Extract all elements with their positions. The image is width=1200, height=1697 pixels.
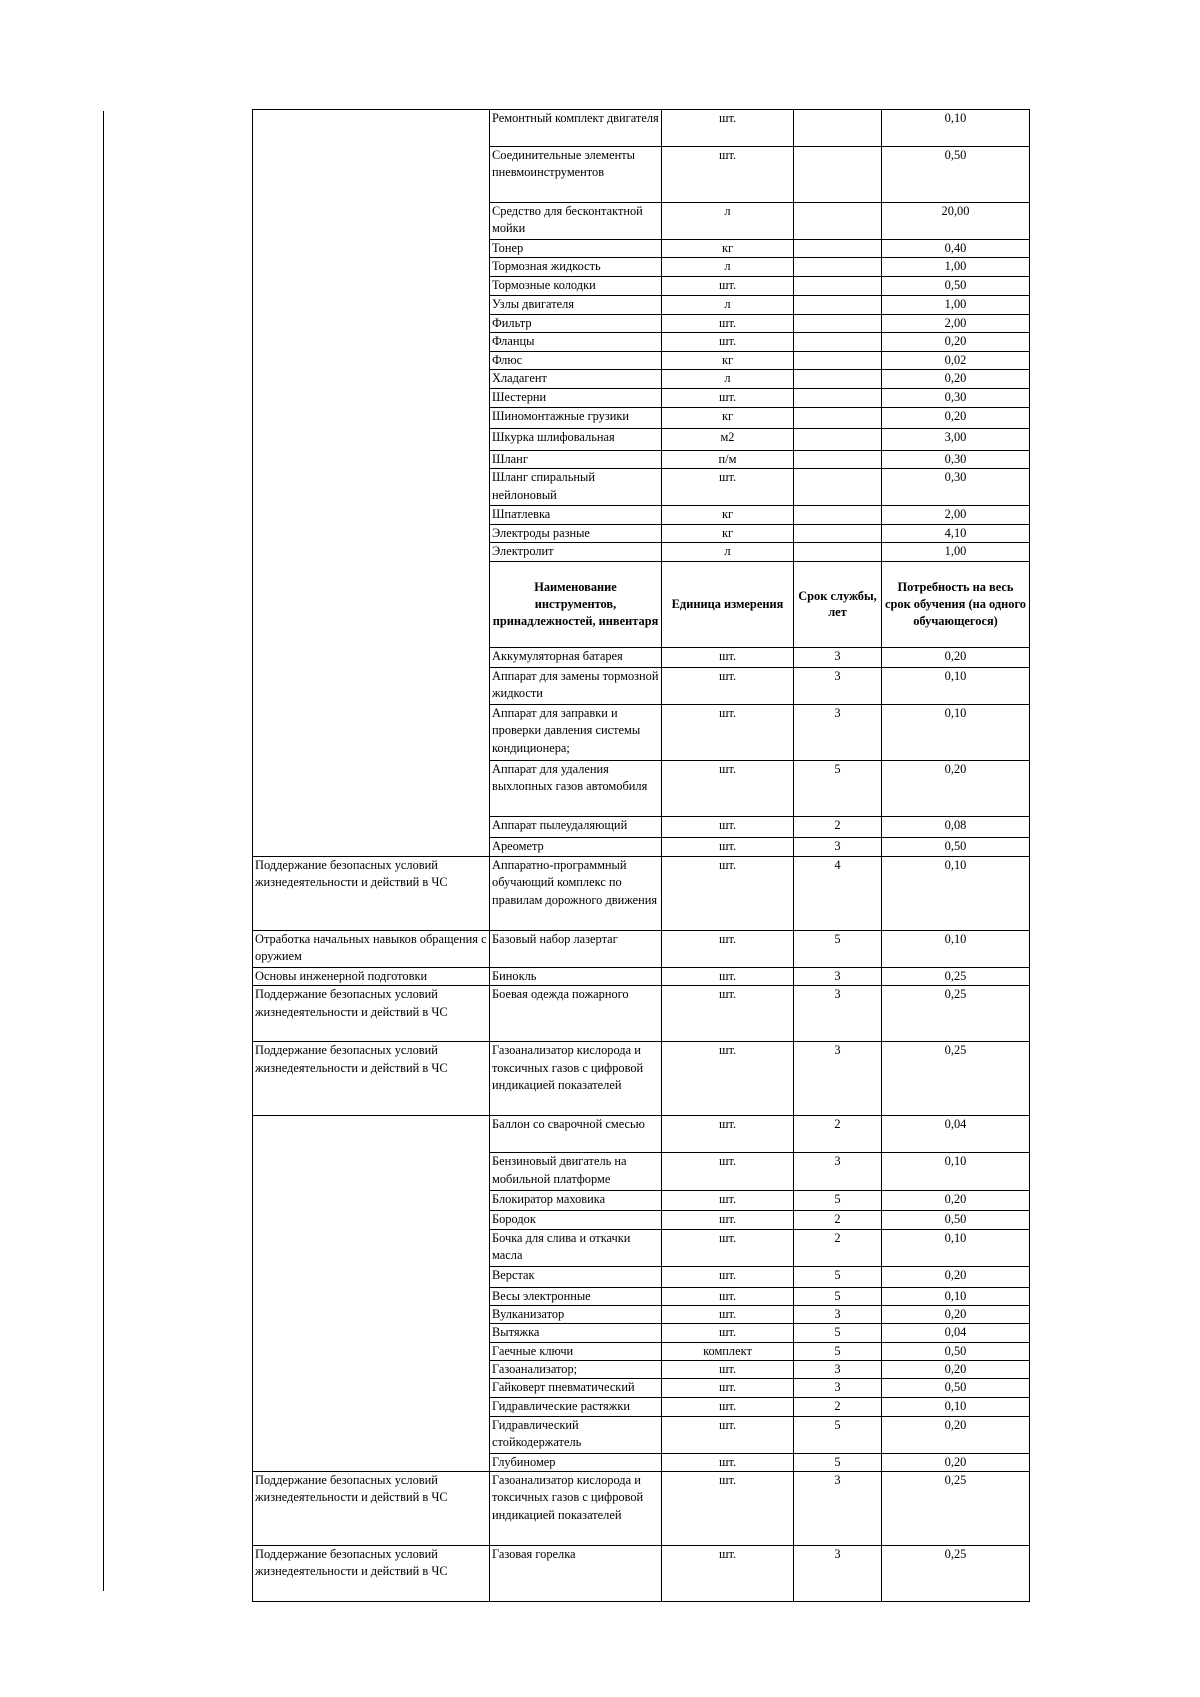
item-unit: шт. bbox=[662, 1453, 794, 1471]
item-need: 0,50 bbox=[882, 837, 1030, 856]
item-name: Шланг спиральный нейлоновый bbox=[490, 469, 662, 506]
item-need: 0,20 bbox=[882, 647, 1030, 667]
item-need: 0,20 bbox=[882, 1416, 1030, 1453]
item-unit: л bbox=[662, 203, 794, 240]
item-term: 5 bbox=[794, 1266, 882, 1287]
item-unit: кг bbox=[662, 352, 794, 370]
item-name: Соединительные элементы пневмоинструментов bbox=[490, 147, 662, 203]
col-header-name: Наименование инструментов, принадлежностей, инвентаря bbox=[490, 561, 662, 647]
item-term bbox=[794, 450, 882, 468]
item-need: 1,00 bbox=[882, 258, 1030, 277]
item-name: Верстак bbox=[490, 1266, 662, 1287]
item-unit: шт. bbox=[662, 967, 794, 985]
section-cell: Поддержание безопасных условий жизнедеятельности и действий в ЧС bbox=[253, 1472, 490, 1546]
item-need: 0,50 bbox=[882, 1379, 1030, 1398]
item-term bbox=[794, 370, 882, 389]
item-need: 0,04 bbox=[882, 1324, 1030, 1342]
item-unit: шт. bbox=[662, 1153, 794, 1191]
item-term bbox=[794, 428, 882, 450]
table-row bbox=[253, 1546, 1030, 1602]
item-term bbox=[794, 147, 882, 203]
item-need: 0,25 bbox=[882, 967, 1030, 985]
item-unit: шт. bbox=[662, 1042, 794, 1116]
item-unit: шт. bbox=[662, 1416, 794, 1453]
item-unit: шт. bbox=[662, 837, 794, 856]
table-row bbox=[253, 856, 1030, 930]
item-name: Ареометр bbox=[490, 837, 662, 856]
item-unit: шт. bbox=[662, 110, 794, 147]
item-unit: л bbox=[662, 370, 794, 389]
table-row bbox=[253, 1042, 1030, 1116]
item-term: 3 bbox=[794, 1546, 882, 1602]
item-unit: шт. bbox=[662, 1398, 794, 1416]
item-need: 0,20 bbox=[882, 1305, 1030, 1323]
item-name: Флюс bbox=[490, 352, 662, 370]
item-name: Бородок bbox=[490, 1211, 662, 1229]
item-name: Базовый набор лазертаг bbox=[490, 930, 662, 967]
item-term: 3 bbox=[794, 986, 882, 1042]
item-unit: шт. bbox=[662, 469, 794, 506]
item-unit: шт. bbox=[662, 760, 794, 816]
item-term bbox=[794, 506, 882, 524]
item-unit: шт. bbox=[662, 667, 794, 704]
item-term bbox=[794, 542, 882, 561]
item-term: 2 bbox=[794, 1229, 882, 1266]
item-need: 0,30 bbox=[882, 389, 1030, 407]
item-unit: кг bbox=[662, 524, 794, 542]
item-name: Баллон со сварочной смесью bbox=[490, 1116, 662, 1153]
item-unit: шт. bbox=[662, 704, 794, 760]
section-cell-empty bbox=[253, 1116, 490, 1472]
item-unit: шт. bbox=[662, 147, 794, 203]
item-need: 0,25 bbox=[882, 1472, 1030, 1546]
item-unit: шт. bbox=[662, 314, 794, 332]
item-name: Тонер bbox=[490, 240, 662, 258]
equipment-table bbox=[252, 109, 1030, 1602]
item-need: 0,30 bbox=[882, 469, 1030, 506]
table-row bbox=[253, 110, 1030, 147]
item-need: 0,02 bbox=[882, 352, 1030, 370]
item-unit: шт. bbox=[662, 1472, 794, 1546]
item-name: Ремонтный комплект двигателя bbox=[490, 110, 662, 147]
item-need: 0,50 bbox=[882, 147, 1030, 203]
item-name: Гидравлические растяжки bbox=[490, 1398, 662, 1416]
item-term: 5 bbox=[794, 760, 882, 816]
item-unit: п/м bbox=[662, 450, 794, 468]
item-unit: шт. bbox=[662, 389, 794, 407]
item-name: Аппарат для удаления выхлопных газов автомобиля bbox=[490, 760, 662, 816]
item-need: 2,00 bbox=[882, 314, 1030, 332]
item-name: Фильтр bbox=[490, 314, 662, 332]
item-term bbox=[794, 240, 882, 258]
item-need: 0,25 bbox=[882, 986, 1030, 1042]
table-row bbox=[253, 1116, 1030, 1153]
item-term: 3 bbox=[794, 704, 882, 760]
item-need: 0,20 bbox=[882, 1453, 1030, 1471]
item-term bbox=[794, 407, 882, 428]
item-need: 0,25 bbox=[882, 1546, 1030, 1602]
item-need: 0,10 bbox=[882, 110, 1030, 147]
item-term: 3 bbox=[794, 837, 882, 856]
item-name: Вулканизатор bbox=[490, 1305, 662, 1323]
item-term bbox=[794, 352, 882, 370]
item-name: Газоанализатор кислорода и токсичных газов с цифровой индикацией показателей bbox=[490, 1042, 662, 1116]
item-name: Бензиновый двигатель на мобильной платформе bbox=[490, 1153, 662, 1191]
item-term bbox=[794, 314, 882, 332]
item-need: 0,20 bbox=[882, 370, 1030, 389]
item-need: 0,20 bbox=[882, 333, 1030, 352]
item-need: 0,10 bbox=[882, 856, 1030, 930]
item-need: 0,25 bbox=[882, 1042, 1030, 1116]
item-unit: шт. bbox=[662, 1305, 794, 1323]
item-term: 2 bbox=[794, 1116, 882, 1153]
item-need: 0,20 bbox=[882, 760, 1030, 816]
item-unit: шт. bbox=[662, 1116, 794, 1153]
item-name: Весы электронные bbox=[490, 1287, 662, 1305]
item-name: Гидравлический стойкодержатель bbox=[490, 1416, 662, 1453]
item-unit: шт. bbox=[662, 986, 794, 1042]
item-term: 5 bbox=[794, 930, 882, 967]
item-need: 0,08 bbox=[882, 816, 1030, 837]
item-term: 4 bbox=[794, 856, 882, 930]
item-unit: шт. bbox=[662, 1287, 794, 1305]
item-name: Шпатлевка bbox=[490, 506, 662, 524]
item-name: Бинокль bbox=[490, 967, 662, 985]
item-need: 0,30 bbox=[882, 450, 1030, 468]
item-need: 0,20 bbox=[882, 1266, 1030, 1287]
item-name: Шланг bbox=[490, 450, 662, 468]
item-need: 0,40 bbox=[882, 240, 1030, 258]
section-cell: Поддержание безопасных условий жизнедеятельности и действий в ЧС bbox=[253, 856, 490, 930]
item-term bbox=[794, 203, 882, 240]
item-name: Шкурка шлифовальная bbox=[490, 428, 662, 450]
item-term: 3 bbox=[794, 667, 882, 704]
item-name: Газовая горелка bbox=[490, 1546, 662, 1602]
item-unit: шт. bbox=[662, 277, 794, 295]
item-name: Шестерни bbox=[490, 389, 662, 407]
item-need: 0,10 bbox=[882, 1398, 1030, 1416]
table-row bbox=[253, 930, 1030, 967]
item-name: Аккумуляторная батарея bbox=[490, 647, 662, 667]
item-term: 2 bbox=[794, 1398, 882, 1416]
item-unit: шт. bbox=[662, 1546, 794, 1602]
item-need: 1,00 bbox=[882, 542, 1030, 561]
item-term bbox=[794, 389, 882, 407]
item-term bbox=[794, 469, 882, 506]
item-name: Газоанализатор кислорода и токсичных газов с цифровой индикацией показателей bbox=[490, 1472, 662, 1546]
section-cell: Поддержание безопасных условий жизнедеятельности и действий в ЧС bbox=[253, 1546, 490, 1602]
item-term: 3 bbox=[794, 1472, 882, 1546]
item-name: Боевая одежда пожарного bbox=[490, 986, 662, 1042]
item-term bbox=[794, 524, 882, 542]
item-need: 0,10 bbox=[882, 667, 1030, 704]
item-name: Аппарат для заправки и проверки давления системы кондиционера; bbox=[490, 704, 662, 760]
table-row bbox=[253, 986, 1030, 1042]
item-name: Средство для бесконтактной мойки bbox=[490, 203, 662, 240]
section-cell: Поддержание безопасных условий жизнедеятельности и действий в ЧС bbox=[253, 986, 490, 1042]
item-name: Бочка для слива и откачки масла bbox=[490, 1229, 662, 1266]
item-need: 0,50 bbox=[882, 1342, 1030, 1360]
item-need: 0,10 bbox=[882, 704, 1030, 760]
section-cell: Поддержание безопасных условий жизнедеятельности и действий в ЧС bbox=[253, 1042, 490, 1116]
item-unit: шт. bbox=[662, 333, 794, 352]
item-name: Глубиномер bbox=[490, 1453, 662, 1471]
item-term: 3 bbox=[794, 1379, 882, 1398]
item-unit: шт. bbox=[662, 1211, 794, 1229]
item-unit: кг bbox=[662, 506, 794, 524]
item-name: Гайковерт пневматический bbox=[490, 1379, 662, 1398]
item-need: 4,10 bbox=[882, 524, 1030, 542]
item-unit: шт. bbox=[662, 1361, 794, 1379]
left-margin-rule bbox=[103, 111, 104, 1591]
item-unit: шт. bbox=[662, 816, 794, 837]
item-need: 0,04 bbox=[882, 1116, 1030, 1153]
item-unit: л bbox=[662, 258, 794, 277]
item-term: 3 bbox=[794, 1042, 882, 1116]
item-name: Электролит bbox=[490, 542, 662, 561]
item-unit: л bbox=[662, 542, 794, 561]
item-need: 0,20 bbox=[882, 1361, 1030, 1379]
item-need: 0,10 bbox=[882, 1153, 1030, 1191]
item-unit: кг bbox=[662, 240, 794, 258]
item-name: Тормозная жидкость bbox=[490, 258, 662, 277]
item-term: 5 bbox=[794, 1287, 882, 1305]
item-term: 2 bbox=[794, 1211, 882, 1229]
item-term: 3 bbox=[794, 1153, 882, 1191]
item-unit: шт. bbox=[662, 647, 794, 667]
item-need: 0,50 bbox=[882, 277, 1030, 295]
item-name: Электроды разные bbox=[490, 524, 662, 542]
item-need: 0,20 bbox=[882, 1191, 1030, 1211]
item-term bbox=[794, 333, 882, 352]
item-term: 5 bbox=[794, 1453, 882, 1471]
item-need: 0,10 bbox=[882, 930, 1030, 967]
item-need: 2,00 bbox=[882, 506, 1030, 524]
item-term: 5 bbox=[794, 1191, 882, 1211]
item-need: 20,00 bbox=[882, 203, 1030, 240]
item-term: 3 bbox=[794, 1361, 882, 1379]
item-term: 2 bbox=[794, 816, 882, 837]
col-header-unit: Единица измерения bbox=[662, 561, 794, 647]
item-need: 0,10 bbox=[882, 1287, 1030, 1305]
item-unit: шт. bbox=[662, 1324, 794, 1342]
item-term: 5 bbox=[794, 1324, 882, 1342]
item-name: Аппарат пылеудаляющий bbox=[490, 816, 662, 837]
item-unit: л bbox=[662, 295, 794, 314]
section-cell: Основы инженерной подготовки bbox=[253, 967, 490, 985]
col-header-need: Потребность на весь срок обучения (на одного обучающегося) bbox=[882, 561, 1030, 647]
item-name: Гаечные ключи bbox=[490, 1342, 662, 1360]
item-name: Шиномонтажные грузики bbox=[490, 407, 662, 428]
item-unit: м2 bbox=[662, 428, 794, 450]
item-term bbox=[794, 277, 882, 295]
item-need: 3,00 bbox=[882, 428, 1030, 450]
table-row bbox=[253, 967, 1030, 985]
item-name: Хладагент bbox=[490, 370, 662, 389]
col-header-term: Срок службы, лет bbox=[794, 561, 882, 647]
section-cell: Отработка начальных навыков обращения с оружием bbox=[253, 930, 490, 967]
item-name: Аппаратно-программный обучающий комплекс по правилам дорожного движения bbox=[490, 856, 662, 930]
table-row bbox=[253, 1472, 1030, 1546]
item-unit: шт. bbox=[662, 930, 794, 967]
item-unit: шт. bbox=[662, 1266, 794, 1287]
item-unit: шт. bbox=[662, 856, 794, 930]
item-term: 3 bbox=[794, 967, 882, 985]
item-term: 5 bbox=[794, 1416, 882, 1453]
item-unit: кг bbox=[662, 407, 794, 428]
item-unit: шт. bbox=[662, 1191, 794, 1211]
item-unit: шт. bbox=[662, 1379, 794, 1398]
item-name: Блокиратор маховика bbox=[490, 1191, 662, 1211]
item-name: Вытяжка bbox=[490, 1324, 662, 1342]
item-term bbox=[794, 295, 882, 314]
item-need: 0,50 bbox=[882, 1211, 1030, 1229]
item-unit: шт. bbox=[662, 1229, 794, 1266]
item-term: 3 bbox=[794, 647, 882, 667]
item-name: Узлы двигателя bbox=[490, 295, 662, 314]
item-name: Газоанализатор; bbox=[490, 1361, 662, 1379]
item-term: 5 bbox=[794, 1342, 882, 1360]
item-term bbox=[794, 258, 882, 277]
item-term bbox=[794, 110, 882, 147]
item-name: Аппарат для замены тормозной жидкости bbox=[490, 667, 662, 704]
item-name: Фланцы bbox=[490, 333, 662, 352]
item-unit: комплект bbox=[662, 1342, 794, 1360]
section-cell-empty bbox=[253, 110, 490, 857]
item-need: 0,10 bbox=[882, 1229, 1030, 1266]
item-name: Тормозные колодки bbox=[490, 277, 662, 295]
item-need: 0,20 bbox=[882, 407, 1030, 428]
item-term: 3 bbox=[794, 1305, 882, 1323]
item-need: 1,00 bbox=[882, 295, 1030, 314]
